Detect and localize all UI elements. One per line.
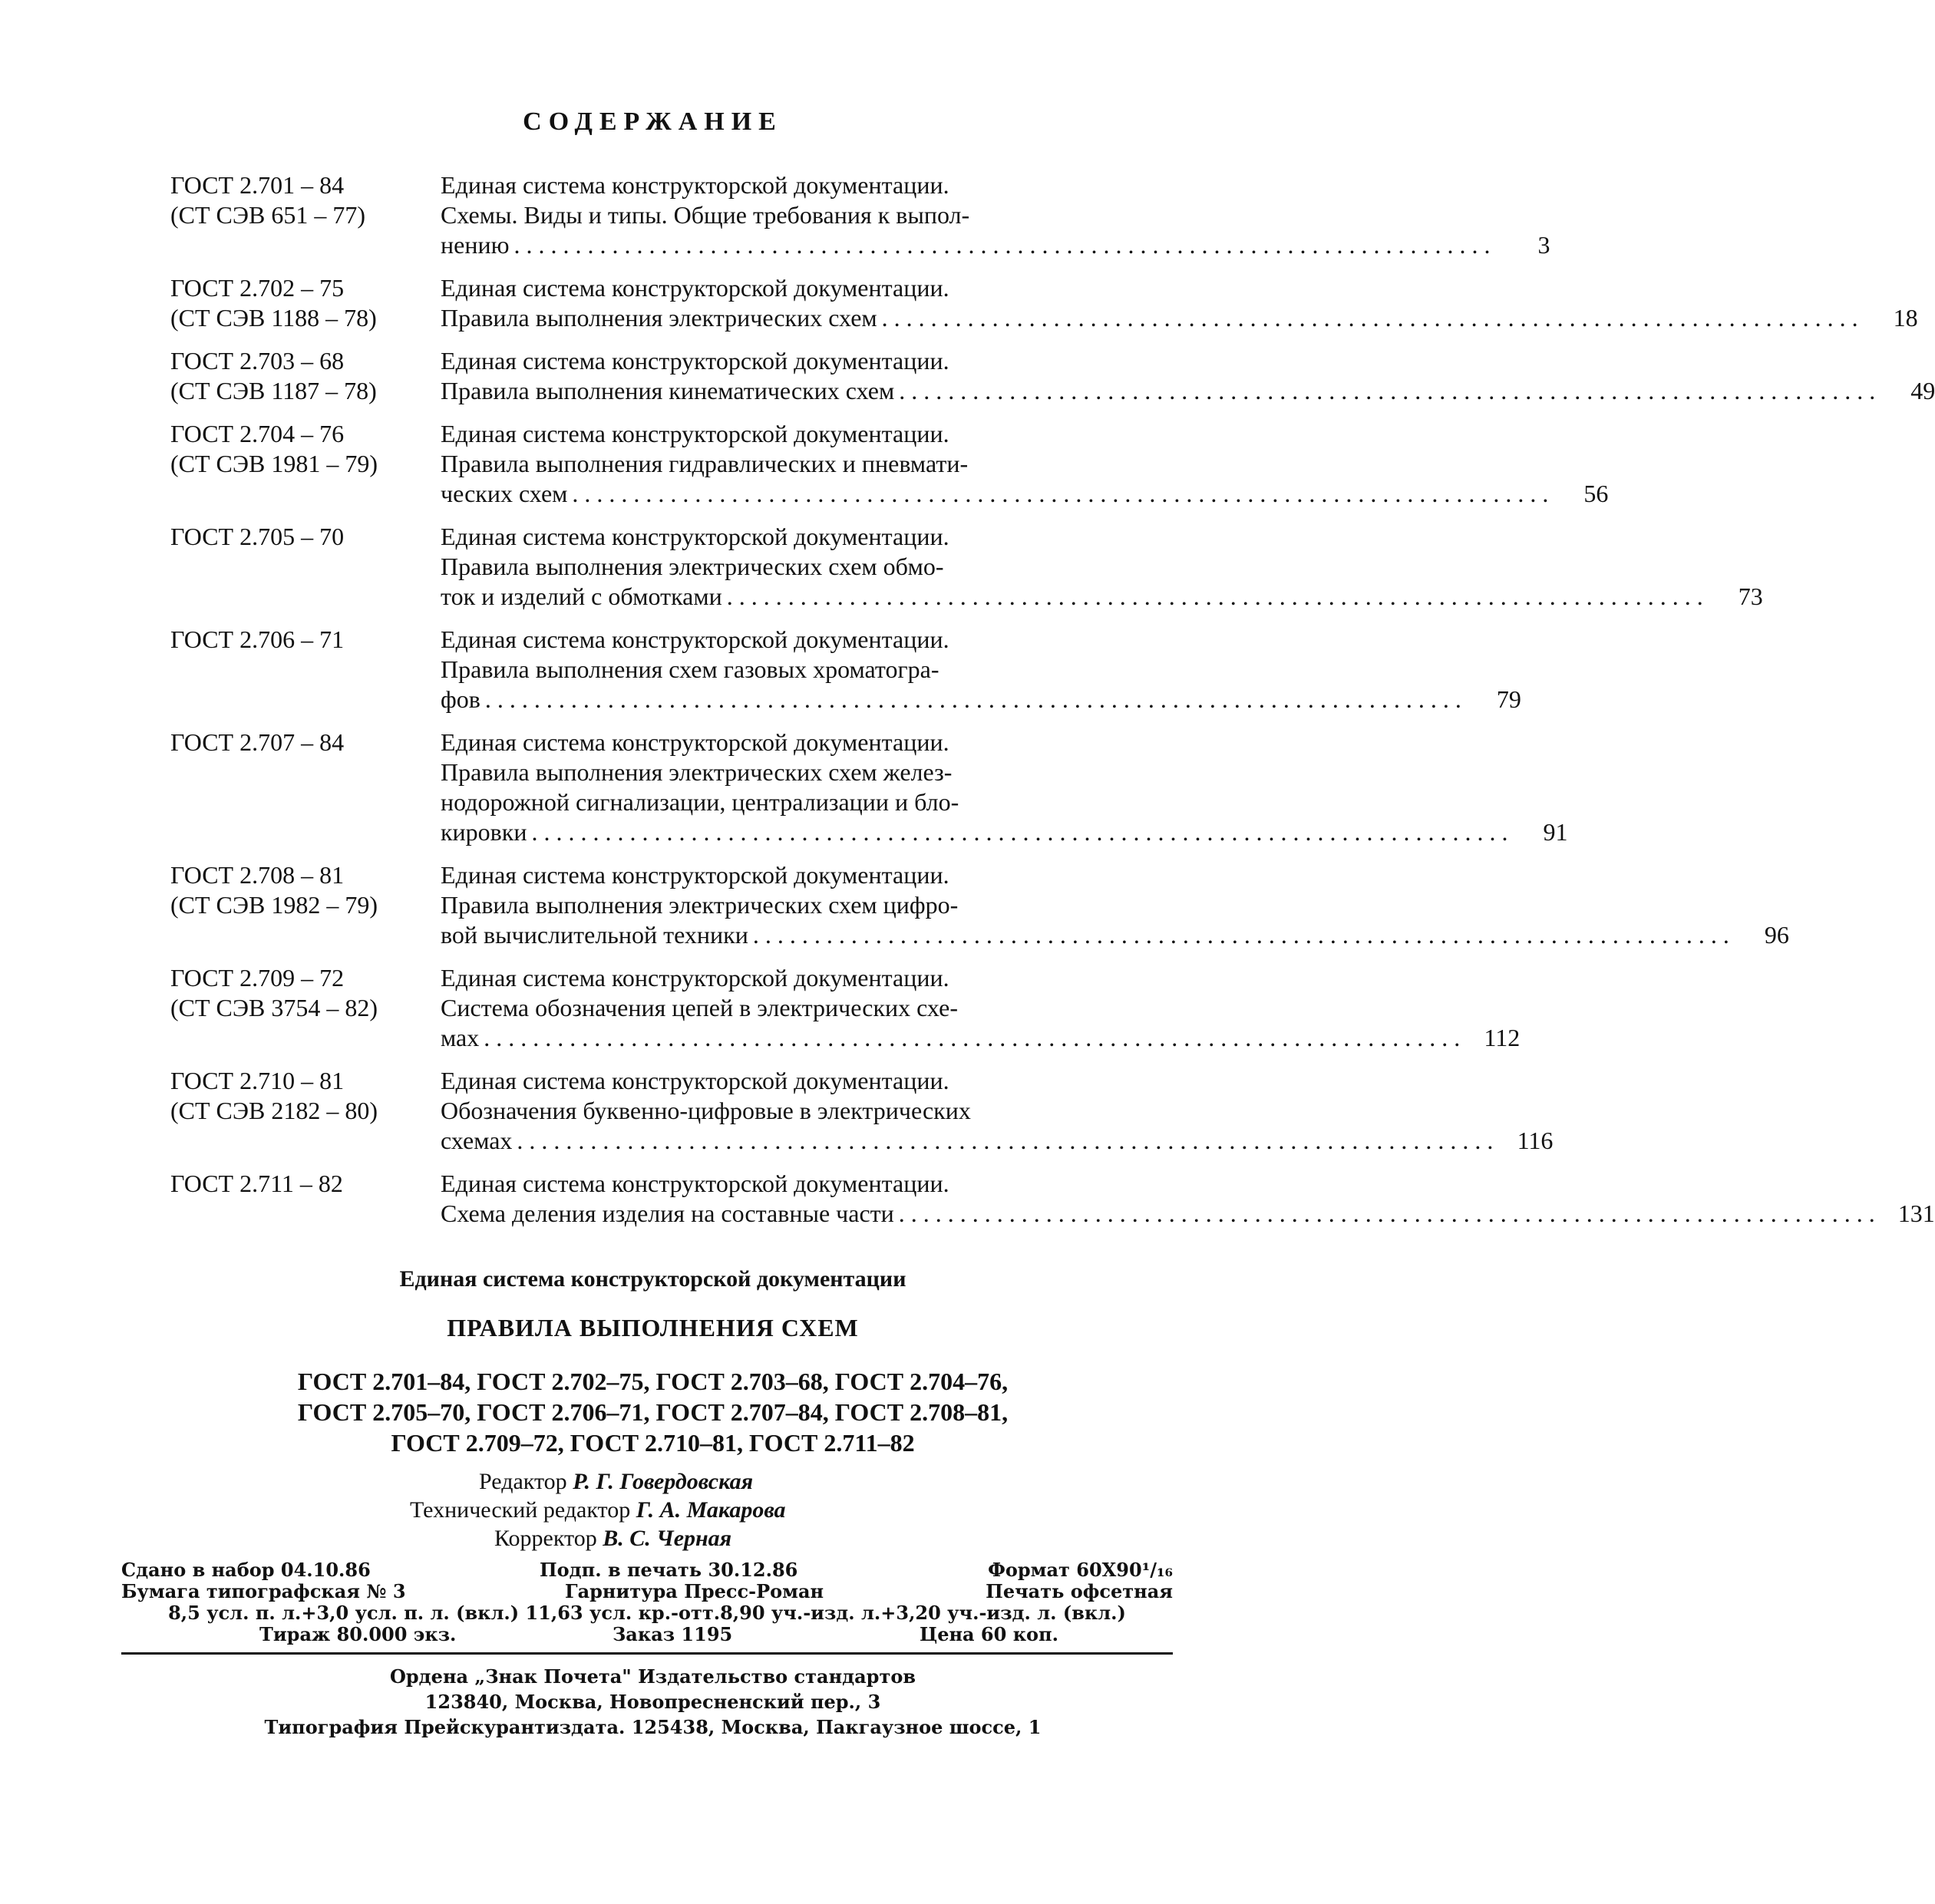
toc-description-line: Единая система конструкторской документации. <box>441 964 949 992</box>
printer-info <box>0 1664 1306 1740</box>
toc-description-line: Единая система конструкторской документации. <box>441 1170 949 1197</box>
editor-name: Р. Г. Говердовская <box>573 1469 754 1494</box>
publication-info <box>121 1559 1173 1645</box>
dot-leader: ................................................................................ <box>752 921 1735 949</box>
toc-entry[interactable] <box>170 625 1521 714</box>
pubinfo-row <box>121 1602 1173 1624</box>
dot-leader: ................................................................................ <box>484 1024 1467 1051</box>
toc-code-column <box>170 1169 441 1199</box>
gost-line: ГОСТ 2.705–70, ГОСТ 2.706–71, ГОСТ 2.707–84, ГОСТ 2.708–81, <box>297 1398 1009 1426</box>
dot-leader: ................................................................................ <box>898 1199 1881 1227</box>
toc-standard-code: ГОСТ 2.711 – 82 <box>170 1170 343 1197</box>
pubinfo-row <box>121 1559 1173 1581</box>
toc-standard-code: ГОСТ 2.703 – 68 <box>170 347 345 375</box>
toc-description <box>441 728 1514 847</box>
toc-code-column <box>170 860 441 920</box>
divider <box>121 1652 1173 1655</box>
toc-description-line: Схема деления изделия на составные части <box>441 1199 894 1227</box>
page-title: СОДЕРЖАНИЕ <box>523 107 783 136</box>
toc-description-line: Система обозначения цепей в электрических схе- <box>441 994 958 1021</box>
toc-description-line: Правила выполнения электрических схем <box>441 304 877 332</box>
toc-entry[interactable] <box>170 1066 1554 1156</box>
format: Формат 60X90¹/₁₆ <box>988 1559 1173 1581</box>
toc-entry[interactable] <box>170 346 1935 406</box>
toc-description <box>441 419 1554 509</box>
toc-description <box>441 625 1468 714</box>
toc-description <box>441 1066 1499 1156</box>
toc-description-line: кировки <box>441 818 527 846</box>
toc-sev-code: (СТ СЭВ 1981 – 79) <box>170 450 378 477</box>
print-type: Печать офсетная <box>986 1580 1173 1602</box>
print-run: Тираж 80.000 экз. <box>259 1623 457 1645</box>
toc-code-column <box>170 273 441 333</box>
tech-editor-label: Технический редактор <box>410 1497 631 1523</box>
toc-description-line: Единая система конструкторской документации. <box>441 523 949 550</box>
book-title: ПРАВИЛА ВЫПОЛНЕНИЯ СХЕМ <box>447 1314 859 1341</box>
gost-line: ГОСТ 2.701–84, ГОСТ 2.702–75, ГОСТ 2.703–68, ГОСТ 2.704–76, <box>297 1368 1009 1395</box>
toc-description-line: Правила выполнения электрических схем желез- <box>441 758 953 786</box>
toc-entry[interactable] <box>170 273 1918 333</box>
toc-page-number: 18 <box>1893 304 1918 332</box>
corrector-row <box>410 1524 786 1553</box>
publisher: Ордена „Знак Почета" Издательство стандартов <box>389 1665 916 1688</box>
toc-standard-code: ГОСТ 2.702 – 75 <box>170 274 345 302</box>
table-of-contents <box>170 170 1935 1242</box>
toc-description-line: Единая система конструкторской документации. <box>441 1067 949 1094</box>
toc-description <box>441 1169 1881 1229</box>
toc-description <box>441 963 1466 1053</box>
toc-entry[interactable] <box>170 728 1568 847</box>
toc-page-number: 56 <box>1583 480 1609 507</box>
toc-entry[interactable] <box>170 170 1550 260</box>
printing-house: Типография Прейскурантиздата. 125438, Москва, Пакгаузное шоссе, 1 <box>264 1716 1042 1738</box>
toc-code-column <box>170 170 441 230</box>
toc-description-line: Правила выполнения электрических схем цифро- <box>441 891 959 919</box>
pubinfo-row <box>121 1624 1173 1645</box>
toc-standard-code: ГОСТ 2.709 – 72 <box>170 964 345 992</box>
toc-description-line: Единая система конструкторской документации. <box>441 171 949 199</box>
dot-leader: ................................................................................ <box>513 231 1497 259</box>
toc-page-number: 91 <box>1543 818 1568 846</box>
toc-description <box>441 522 1709 612</box>
toc-entry[interactable] <box>170 419 1609 509</box>
sent-date: Сдано в набор 04.10.86 <box>121 1559 371 1581</box>
toc-standard-code: ГОСТ 2.704 – 76 <box>170 420 345 447</box>
toc-code-column <box>170 1066 441 1126</box>
corrector-name: В. С. Черная <box>603 1526 732 1551</box>
toc-page-number: 49 <box>1910 377 1935 404</box>
toc-sev-code: (СТ СЭВ 1188 – 78) <box>170 304 377 332</box>
toc-entry[interactable] <box>170 1169 1935 1229</box>
toc-page-number: 73 <box>1738 582 1763 610</box>
toc-description-line: мах <box>441 1024 480 1051</box>
toc-description <box>441 170 1496 260</box>
toc-entry[interactable] <box>170 963 1521 1053</box>
toc-sev-code: (СТ СЭВ 651 – 77) <box>170 201 366 229</box>
typeface: Гарнитура Пресс-Роман <box>565 1580 824 1602</box>
publisher-address: 123840, Москва, Новопресненский пер., 3 <box>424 1691 881 1713</box>
dot-leader: ................................................................................ <box>484 685 1468 713</box>
toc-standard-code: ГОСТ 2.708 – 81 <box>170 861 345 889</box>
toc-description <box>441 860 1735 950</box>
toc-page-number: 116 <box>1517 1127 1554 1154</box>
dot-leader: ................................................................................ <box>572 480 1555 507</box>
toc-page-number: 96 <box>1764 921 1789 949</box>
tech-editor-row <box>410 1496 786 1524</box>
dot-leader: ................................................................................ <box>517 1127 1500 1154</box>
toc-standard-code: ГОСТ 2.707 – 84 <box>170 728 345 756</box>
toc-description-line: Единая система конструкторской документации. <box>441 625 949 653</box>
toc-page-number: 3 <box>1537 231 1550 259</box>
series-title: Единая система конструкторской документации <box>399 1266 906 1292</box>
dot-leader: ................................................................................ <box>899 377 1882 404</box>
toc-description-line: нодорожной сигнализации, централизации и бло- <box>441 788 959 816</box>
toc-description-line: Единая система конструкторской документации. <box>441 420 949 447</box>
toc-description-line: фов <box>441 685 480 713</box>
volume: 8,5 усл. п. л.+3,0 усл. п. л. (вкл.) 11,63 усл. кр.-отт.8,90 уч.-изд. л.+3,20 уч.-изд. л. (вкл.) <box>168 1602 1126 1624</box>
toc-entry[interactable] <box>170 522 1763 612</box>
price: Цена 60 коп. <box>920 1623 1058 1645</box>
pubinfo-row <box>121 1581 1173 1602</box>
gost-list <box>0 1366 1306 1458</box>
toc-code-column <box>170 522 441 552</box>
toc-sev-code: (СТ СЭВ 1187 – 78) <box>170 377 377 404</box>
editor-label: Редактор <box>479 1469 567 1494</box>
gost-line: ГОСТ 2.709–72, ГОСТ 2.710–81, ГОСТ 2.711–82 <box>391 1429 915 1457</box>
signed-date: Подп. в печать 30.12.86 <box>540 1559 798 1581</box>
toc-description-line: нению <box>441 231 510 259</box>
toc-description-line: Схемы. Виды и типы. Общие требования к выпол- <box>441 201 970 229</box>
toc-description-line: ческих схем <box>441 480 568 507</box>
toc-sev-code: (СТ СЭВ 2182 – 80) <box>170 1097 378 1124</box>
dot-leader: ................................................................................ <box>881 304 1864 332</box>
tech-editor-name: Г. А. Макарова <box>636 1497 786 1523</box>
toc-code-column <box>170 346 441 406</box>
toc-code-column <box>170 728 441 757</box>
toc-standard-code: ГОСТ 2.706 – 71 <box>170 625 345 653</box>
toc-standard-code: ГОСТ 2.701 – 84 <box>170 171 345 199</box>
toc-code-column <box>170 625 441 655</box>
toc-description-line: Единая система конструкторской документации. <box>441 274 949 302</box>
toc-code-column <box>170 419 441 479</box>
toc-description <box>441 273 1864 333</box>
toc-page-number: 131 <box>1897 1199 1935 1227</box>
toc-description-line: Правила выполнения гидравлических и пневмати- <box>441 450 969 477</box>
dot-leader: ................................................................................ <box>531 818 1514 846</box>
toc-standard-code: ГОСТ 2.710 – 81 <box>170 1067 345 1094</box>
toc-page-number: 112 <box>1484 1024 1521 1051</box>
dot-leader: ................................................................................ <box>726 582 1709 610</box>
toc-description-line: Обозначения буквенно-цифровые в электрических <box>441 1097 971 1124</box>
order-number: Заказ 1195 <box>613 1623 733 1645</box>
toc-description-line: Правила выполнения электрических схем обмо- <box>441 553 944 580</box>
toc-description-line: Единая система конструкторской документации. <box>441 728 949 756</box>
toc-description-line: Единая система конструкторской документации. <box>441 347 949 375</box>
toc-sev-code: (СТ СЭВ 1982 – 79) <box>170 891 378 919</box>
toc-sev-code: (СТ СЭВ 3754 – 82) <box>170 994 378 1021</box>
toc-code-column <box>170 963 441 1023</box>
credits <box>410 1467 786 1553</box>
toc-description-line: Правила выполнения схем газовых хроматогра- <box>441 655 939 683</box>
toc-description <box>441 346 1881 406</box>
toc-description-line: Единая система конструкторской документации. <box>441 861 949 889</box>
paper: Бумага типографская № 3 <box>121 1580 406 1602</box>
toc-description-line: вой вычислительной техники <box>441 921 748 949</box>
toc-description-line: Правила выполнения кинематических схем <box>441 377 895 404</box>
toc-standard-code: ГОСТ 2.705 – 70 <box>170 523 345 550</box>
editor-row <box>410 1467 786 1496</box>
toc-page-number: 79 <box>1496 685 1521 713</box>
corrector-label: Корректор <box>494 1526 597 1551</box>
toc-description-line: схемах <box>441 1127 513 1154</box>
toc-entry[interactable] <box>170 860 1789 950</box>
toc-description-line: ток и изделий с обмотками <box>441 582 722 610</box>
